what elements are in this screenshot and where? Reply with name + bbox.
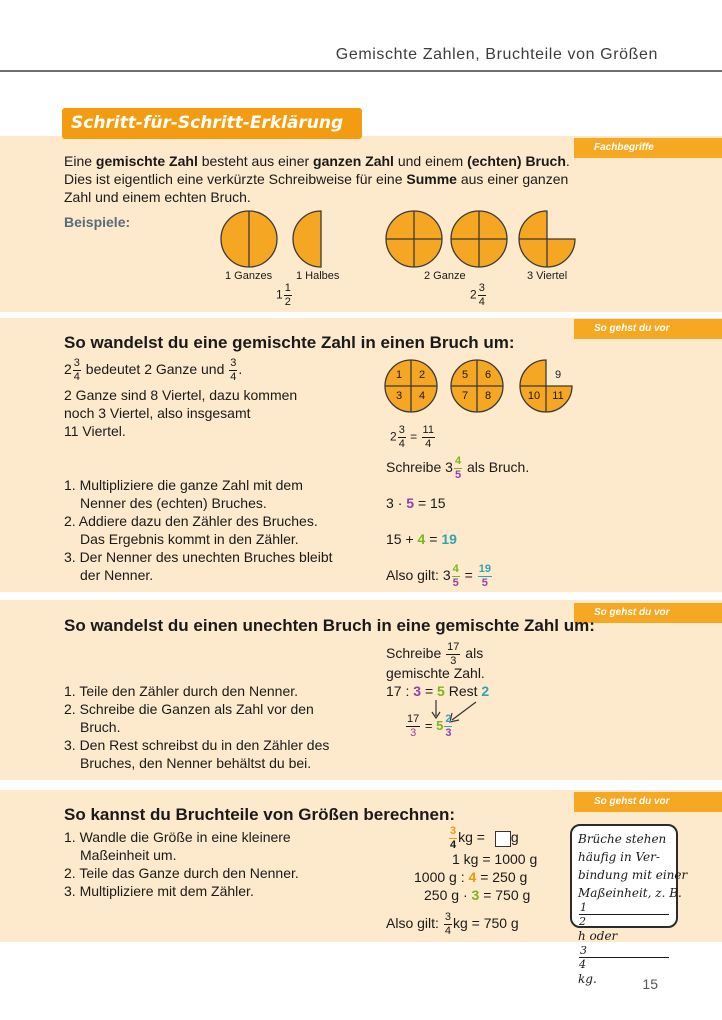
definition-line-2: Dies ist eigentlich eine verkürzte Schreibweise für eine Summe aus einer ganzen: [64, 171, 569, 187]
calc-row-2: 1 kg = 1000 g: [452, 851, 538, 867]
example-write-as-fraction: Schreibe 3 $\frac{4}{5}$ als Bruch.: [386, 455, 530, 481]
example-write-as-mixed: Schreibe $\frac{17}{3}$ als: [386, 641, 484, 667]
circle-number: 10: [527, 390, 541, 402]
calc-result: Also gilt: $\frac{3}{4}$ kg = 750 g: [386, 911, 519, 937]
step-3-line-2: Bruches, den Nenner behältst du bei.: [80, 755, 312, 771]
calc-row-3: 1000 g : 4 = 250 g: [414, 869, 528, 885]
step-2: 2. Teile das Ganze durch den Nenner.: [64, 865, 299, 881]
caption-ganzes: 1 Ganzes: [225, 270, 273, 282]
step-1-line-1: 1. Multipliziere die ganze Zahl mit dem: [64, 477, 303, 493]
circle-number: 4: [418, 390, 426, 402]
equation-2-3-4-eq-11-4: 2 $\frac{3}{4}$ = $\frac{11}{4}$: [390, 424, 434, 450]
calc-multiply: 3 · 5 = 15: [386, 495, 446, 511]
definition-line-1: Eine gemischte Zahl besteht aus einer ganzen Zahl und einem (echten) Bruch.: [64, 153, 570, 169]
answer-box: [495, 831, 511, 847]
calc-add: 15 + 4 = 19: [386, 531, 457, 547]
explanation-line-1: 2 Ganze sind 8 Viertel, dazu kommen: [64, 387, 298, 403]
circle-number: 2: [418, 369, 426, 381]
step-2-line-1: 2. Addiere dazu den Zähler des Bruches.: [64, 513, 318, 529]
tag-so-gehst-du-vor-1: So gehst du vor: [574, 319, 722, 339]
step-3: 3. Multipliziere mit dem Zähler.: [64, 883, 254, 899]
circle-number: 3: [395, 390, 403, 402]
calc-row-4: 250 g · 3 = 750 g: [424, 887, 531, 903]
explanation-line-3: 11 Viertel.: [64, 423, 126, 439]
step-1-line-2: Maßeinheit um.: [80, 847, 177, 863]
circle-number: 9: [554, 369, 562, 381]
caption-halbes: 1 Halbes: [296, 270, 340, 282]
explanation-line-2: noch 3 Viertel, also insgesamt: [64, 405, 251, 421]
mixed-number-2-3-4: 2 $\frac{3}{4}$: [470, 282, 485, 308]
heading-parts-of-quantities: So kannst du Bruchteile von Größen berechnen:: [64, 805, 456, 824]
example-line-2: gemischte Zahl.: [386, 665, 485, 681]
intro-line: 2 $\frac{3}{4}$ bedeutet 2 Ganze und $\frac{3}{4}$ .: [64, 357, 243, 383]
definition-line-3: Zahl und einem echten Bruch.: [64, 189, 251, 205]
caption-3-viertel: 3 Viertel: [527, 270, 568, 282]
step-1: 1. Teile den Zähler durch den Nenner.: [64, 683, 299, 699]
circle-number: 1: [395, 369, 403, 381]
calc-row-1: $\frac{3}{4}$ kg = g: [450, 825, 519, 851]
handwritten-note: Brüche stehen häufig in Ver- bindung mit einer Maßeinheit, z. B. 1 2 h oder 3 4 kg.: [570, 824, 678, 928]
division-line: 17 : 3 = 5 Rest 2: [386, 683, 490, 699]
heading-mixed-to-fraction: So wandelst du eine gemischte Zahl in einen Bruch um:: [64, 333, 515, 352]
page-number: 15: [642, 976, 658, 992]
step-1-line-1: 1. Wandle die Größe in eine kleinere: [64, 829, 291, 845]
circle-number: 11: [552, 390, 564, 402]
circle-number: 5: [461, 369, 469, 381]
result-also-gilt: Also gilt: 3 $\frac{4}{5}$ = $\frac{19}{5}$: [386, 563, 491, 589]
mixed-number-1-1-2: 1 $\frac{1}{2}$: [276, 282, 291, 308]
step-3-line-1: 3. Den Rest schreibst du in den Zähler des: [64, 737, 330, 753]
step-1-line-2: Nenner des (echten) Bruches.: [80, 495, 267, 511]
tag-fachbegriffe: Fachbegriffe: [574, 138, 722, 158]
heading-fraction-to-mixed: So wandelst du einen unechten Bruch in eine gemischte Zahl um:: [64, 616, 595, 635]
step-3-line-2: der Nenner.: [80, 567, 154, 583]
step-2-line-2: Bruch.: [80, 719, 121, 735]
tag-so-gehst-du-vor-3: So gehst du vor: [574, 792, 722, 812]
page-header-title: Gemischte Zahlen, Bruchteile von Größen: [335, 46, 658, 63]
step-2-line-2: Das Ergebnis kommt in den Zähler.: [80, 531, 299, 547]
step-2-line-1: 2. Schreibe die Ganzen als Zahl vor den: [64, 701, 314, 717]
tag-so-gehst-du-vor-2: So gehst du vor: [574, 603, 722, 623]
caption-2-ganze: 2 Ganze: [424, 270, 466, 282]
examples-label: Beispiele:: [64, 214, 131, 230]
circle-number: 8: [484, 390, 492, 402]
result-17-3-eq-5-2-3: $\frac{17}{3}$ = 5 $\frac{2}{3}$: [407, 713, 452, 739]
circle-number: 7: [461, 390, 469, 402]
step-3-line-1: 3. Der Nenner des unechten Bruches bleibt: [64, 549, 333, 565]
section-title-badge: Schritt-für-Schritt-Erklärung: [62, 108, 362, 139]
circle-number: 6: [484, 369, 492, 381]
